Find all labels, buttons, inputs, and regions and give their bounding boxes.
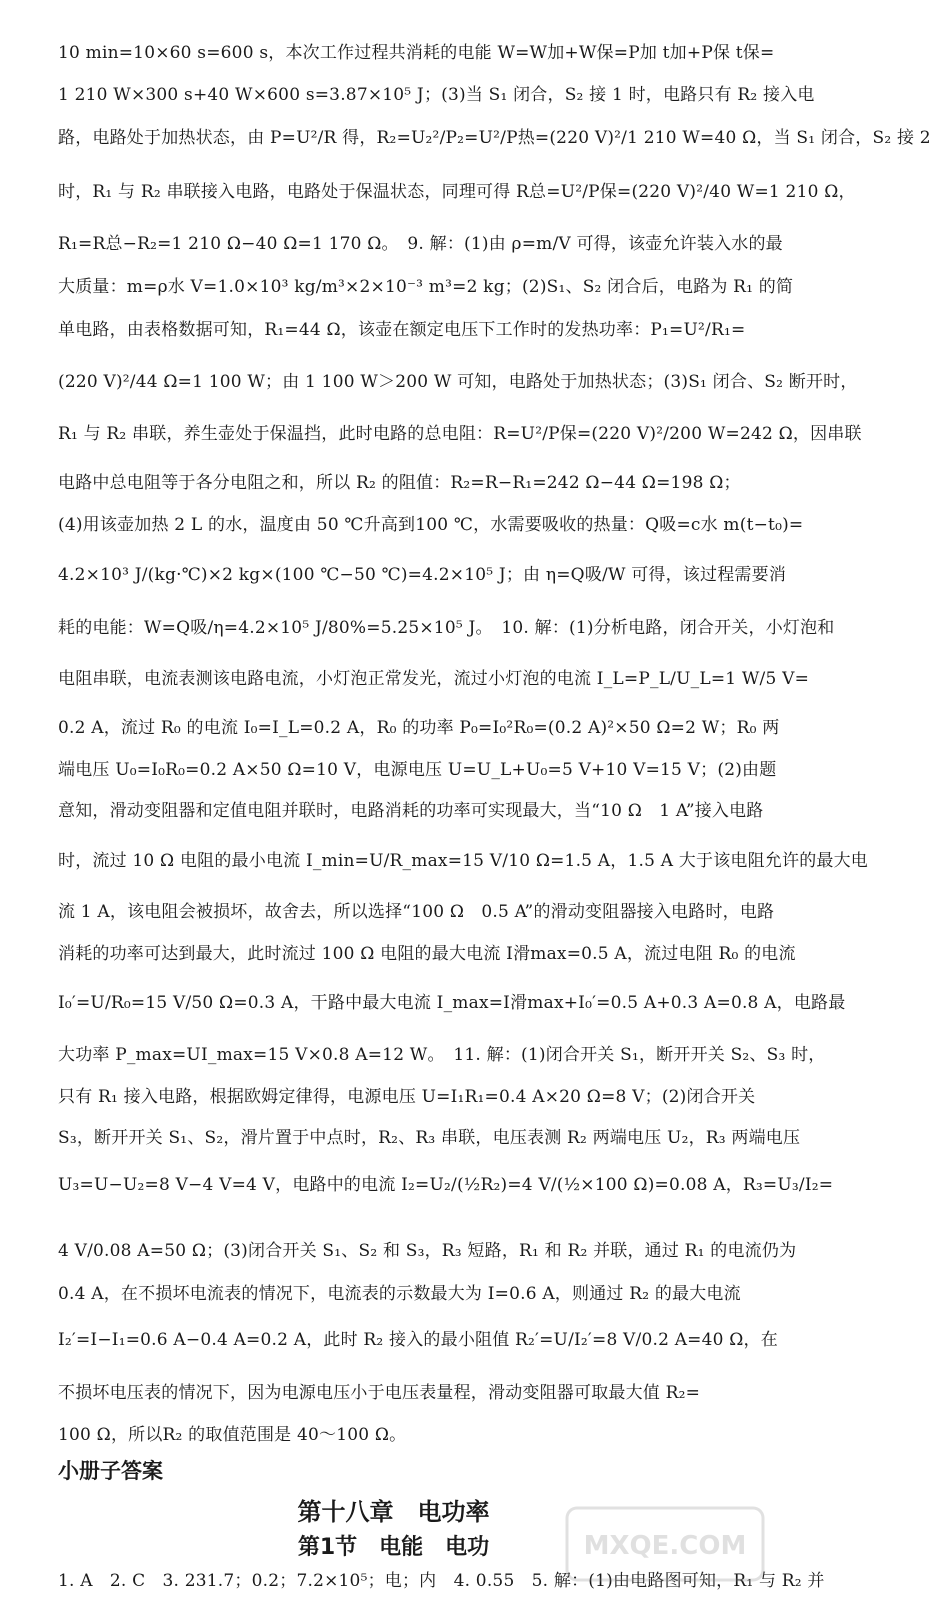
text-line: S₃，断开开关 S₁、S₂，滑片置于中点时，R₂、R₃ 串联，电压表测 R₂ 两端电压 U₂，R₃ 两端电压 <box>58 1128 801 1148</box>
text-line: 大功率 P_max=UI_max=15 V×0.8 A=12 W。 11. 解：(1)闭合开关 S₁，断开开关 S₂、S₃ 时， <box>58 1045 826 1065</box>
text-line: 消耗的功率可达到最大，此时流过 100 Ω 电阻的最大电流 I滑max=0.5 A，流过电阻 R₀ 的电流 <box>58 944 796 964</box>
text-line: 时，R₁ 与 R₂ 串联接入电路，电路处于保温状态，同理可得 R总=U²/P保=(220 V)²/40 W=1 210 Ω， <box>58 182 856 202</box>
text-line: 流 1 A，该电阻会被损坏，故舍去，所以选择“100 Ω 0.5 A”的滑动变阻器接入电路时，电路 <box>58 902 775 922</box>
text-line: 耗的电能：W=Q吸/η=4.2×10⁵ J/80%=5.25×10⁵ J。 10. 解：(1)分析电路，闭合开关，小灯泡和 <box>58 618 835 638</box>
text-line: 电路中总电阻等于各分电阻之和，所以 R₂ 的阻值：R₂=R−R₁=242 Ω−44 Ω=198 Ω； <box>58 473 741 493</box>
text-line: 意知，滑动变阻器和定值电阻并联时，电路消耗的功率可实现最大，当“10 Ω 1 A”接入电路 <box>58 801 764 821</box>
watermark-logo <box>565 1506 765 1582</box>
answer-line: 1. A 2. C 3. 231.7；0.2；7.2×10⁵；电；内 4. 0.55 5. 解：(1)由电路图可知，R₁ 与 R₂ 并 <box>58 1571 825 1591</box>
text-line: 大质量：m=ρ水 V=1.0×10³ kg/m³×2×10⁻³ m³=2 kg；(2)S₁、S₂ 闭合后，电路为 R₁ 的简 <box>58 277 794 297</box>
text-line: 只有 R₁ 接入电路，根据欧姆定律得，电源电压 U=I₁R₁=0.4 A×20 Ω=8 V；(2)闭合开关 <box>58 1087 756 1107</box>
text-line: 0.4 A，在不损坏电流表的情况下，电流表的示数最大为 I=0.6 A，则通过 R₂ 的最大电流 <box>58 1284 741 1304</box>
text-line: U₃=U−U₂=8 V−4 V=4 V，电路中的电流 I₂=U₂/(½R₂)=4 V/(½×100 Ω)=0.08 A，R₃=U₃/I₂= <box>58 1175 834 1195</box>
text-line: 路，电路处于加热状态，由 P=U²/R 得，R₂=U₂²/P₂=U²/P热=(220 V)²/1 210 W=40 Ω，当 S₁ 闭合，S₂ 接 2 <box>58 128 931 148</box>
text-line: 电阻串联，电流表测该电路电流，小灯泡正常发光，流过小灯泡的电流 I_L=P_L/U_L=1 W/5 V= <box>58 669 810 689</box>
text-line: 4.2×10³ J/(kg·℃)×2 kg×(100 ℃−50 ℃)=4.2×10⁵ J；由 η=Q吸/W 可得，该过程需要消 <box>58 565 787 585</box>
text-line: 端电压 U₀=I₀R₀=0.2 A×50 Ω=10 V，电源电压 U=U_L+U₀=5 V+10 V=15 V；(2)由题 <box>58 760 777 780</box>
text-line: I₂′=I−I₁=0.6 A−0.4 A=0.2 A，此时 R₂ 接入的最小阻值 R₂′=U/I₂′=8 V/0.2 A=40 Ω，在 <box>58 1330 778 1350</box>
text-line: R₁=R总−R₂=1 210 Ω−40 Ω=1 170 Ω。 9. 解：(1)由 ρ=m/V 可得，该壶允许装入水的最 <box>58 234 783 254</box>
text-line: I₀′=U/R₀=15 V/50 Ω=0.3 A，干路中最大电流 I_max=I滑max+I₀′=0.5 A+0.3 A=0.8 A，电路最 <box>58 993 846 1013</box>
chapter-title: 第十八章 电功率 <box>297 1498 490 1526</box>
section-title: 第1节 电能 电功 <box>297 1535 490 1560</box>
section-heading: 小册子答案 <box>58 1459 163 1483</box>
text-line: (4)用该壶加热 2 L 的水，温度由 50 ℃升高到100 ℃，水需要吸收的热量：Q吸=c水 m(t−t₀)= <box>58 515 804 535</box>
text-line: 1 210 W×300 s+40 W×600 s=3.87×10⁵ J；(3)当 S₁ 闭合，S₂ 接 1 时，电路只有 R₂ 接入电 <box>58 85 815 105</box>
text-line: 时，流过 10 Ω 电阻的最小电流 I_min=U/R_max=15 V/10 Ω=1.5 A，1.5 A 大于该电阻允许的最大电 <box>58 851 868 871</box>
text-line: 4 V/0.08 A=50 Ω；(3)闭合开关 S₁、S₂ 和 S₃，R₃ 短路，R₁ 和 R₂ 并联，通过 R₁ 的电流仍为 <box>58 1241 797 1261</box>
text-line: (220 V)²/44 Ω=1 100 W；由 1 100 W＞200 W 可知，电路处于加热状态；(3)S₁ 闭合、S₂ 断开时， <box>58 372 858 392</box>
text-line: 单电路，由表格数据可知，R₁=44 Ω，该壶在额定电压下工作时的发热功率：P₁=U²/R₁= <box>58 320 746 340</box>
text-line: 不损坏电压表的情况下，因为电源电压小于电压表量程，滑动变阻器可取最大值 R₂= <box>58 1383 701 1403</box>
svg-text:MXQE.COM: MXQE.COM <box>583 1531 747 1561</box>
text-line: 10 min=10×60 s=600 s，本次工作过程共消耗的电能 W=W加+W保=P加 t加+P保 t保= <box>58 43 775 63</box>
text-line: 0.2 A，流过 R₀ 的电流 I₀=I_L=0.2 A，R₀ 的功率 P₀=I₀²R₀=(0.2 A)²×50 Ω=2 W；R₀ 两 <box>58 718 780 738</box>
text-line: 100 Ω，所以R₂ 的取值范围是 40～100 Ω。 <box>58 1425 407 1445</box>
text-line: R₁ 与 R₂ 串联，养生壶处于保温挡，此时电路的总电阻：R=U²/P保=(220 V)²/200 W=242 Ω，因串联 <box>58 424 862 444</box>
